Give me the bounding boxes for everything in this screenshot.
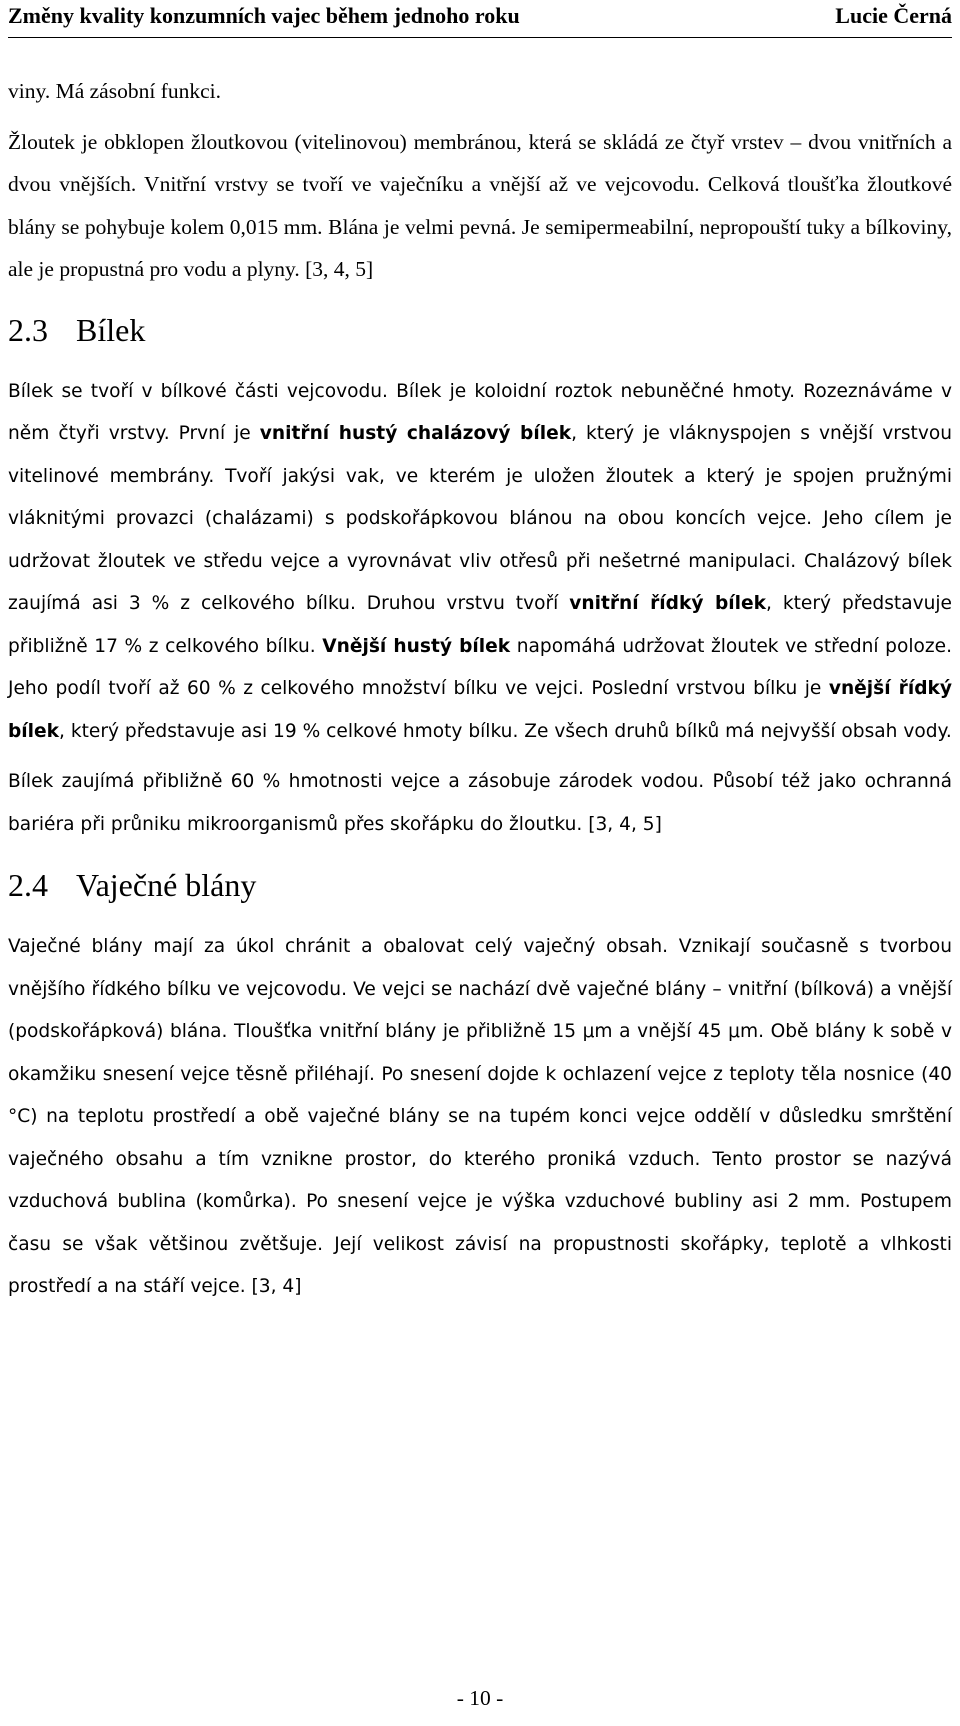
page-number: - 10 - bbox=[456, 1686, 504, 1710]
text-run: , který představuje přibližně 17 % z celkového bílku. bbox=[8, 593, 952, 657]
author-name: Lucie Černá bbox=[835, 3, 952, 28]
running-header bbox=[8, 4, 952, 38]
page-body bbox=[8, 70, 952, 1309]
paragraph-albumen-function: Bílek zaujímá přibližně 60 % hmotnosti vejce a zásobuje zárodek vodou. Působí též jako ochranná bariéra při průniku mikroorganismů přes skořápku do žloutku. [3, 4, 5] bbox=[8, 771, 952, 835]
section-title: Vaječné blány bbox=[76, 867, 257, 903]
text-run: Bílek se tvoří v bílkové části vejcovodu. Bílek je koloidní roztok nebuněčné hmoty. Rozeznáváme v něm čtyři vrstvy. První je bbox=[8, 380, 952, 444]
text-run: , který představuje asi 19 % celkové hmoty bílku. Ze všech druhů bílků má nejvyšší obsah vody. bbox=[59, 720, 952, 742]
bold-term: vnitřní řídký bílek bbox=[569, 593, 766, 614]
bold-term: Vnější hustý bílek bbox=[322, 635, 511, 657]
bold-term: vnější řídký bílek bbox=[8, 678, 952, 742]
text-run: , který je vláknyspojen s vnější vrstvou vitelinové membrány. Tvoří jakýsi vak, ve kterém je uložen žloutek a který je spojen pružnými vláknitými provazci (chalázami) s podskořápkovou blánou na obou koncích vejce. Jeho cílem je udržovat žloutek ve středu vejce a vyrovnávat vliv otřesů při nešetrné manipulaci. Chalázový bílek zaujímá asi 3 % z celkového bílku. Druhou vrstvu tvoří bbox=[8, 423, 953, 614]
text-run: napomáhá udržovat žloutek ve střední poloze. Jeho podíl tvoří až 60 % z celkového množství bílku ve vejci. Poslední vrstvou bílku je bbox=[8, 635, 952, 699]
section-title: Bílek bbox=[76, 311, 146, 348]
section-heading-vajecne-blany bbox=[8, 854, 952, 916]
section-heading-bilek bbox=[8, 299, 952, 361]
section-number: 2.4 bbox=[8, 867, 48, 903]
paragraph-yolk-membrane: Žloutek je obklopen žloutkovou (vitelinovou) membránou, která se skládá ze čtyř vrstev – dvou vnitřních a dvou vnějších. Vnitřní vrstvy se tvoří ve vaječníku a vnější až ve vejcovodu. Celková tloušťka žloutkové blány se pohybuje kolem 0,015 mm. Blána je velmi pevná. Je semipermeabilní, nepropouští tuky a bílkoviny, ale je propustná pro vodu a plyny. [3, 4, 5] bbox=[8, 129, 952, 281]
paragraph-intro-end: viny. Má zásobní funkci. bbox=[8, 79, 221, 103]
section-number: 2.3 bbox=[8, 311, 48, 348]
paragraph-egg-membranes: Vaječné blány mají za úkol chránit a obalovat celý vaječný obsah. Vznikají současně s tvorbou vnějšího řídkého bílku ve vejcovodu. Ve vejci se nachází dvě vaječné blány – vnitřní (bílková) a vnější (podskořápková) blána. Tloušťka vnitřní blány je přibližně 15 μm a vnější 45 μm. Obě blány k sobě v okamžiku snesení vejce těsně přiléhají. Po snesení dojde k ochlazení vejce z teploty těla nosnice (40 °C) na teplotu prostředí a obě vaječné blány se na tupém konci vejce oddělí v důsledku smrštění vaječného obsahu a tím vznikne prostor, do kterého proniká vzduch. Tento prostor se nazývá vzduchová bublina (komůrka). Po snesení vejce je výška vzduchové bubliny asi 2 mm. Postupem času se však většinou zvětšuje. Její velikost závisí na propustnosti skořápky, teplotě a vlhkosti prostředí a na stáří vejce. [3, 4] bbox=[8, 936, 952, 1297]
document-title: Změny kvality konzumních vajec během jednoho roku bbox=[8, 3, 520, 28]
paragraph-albumen-layers bbox=[8, 371, 952, 754]
bold-term: vnitřní hustý chalázový bílek bbox=[259, 423, 572, 444]
